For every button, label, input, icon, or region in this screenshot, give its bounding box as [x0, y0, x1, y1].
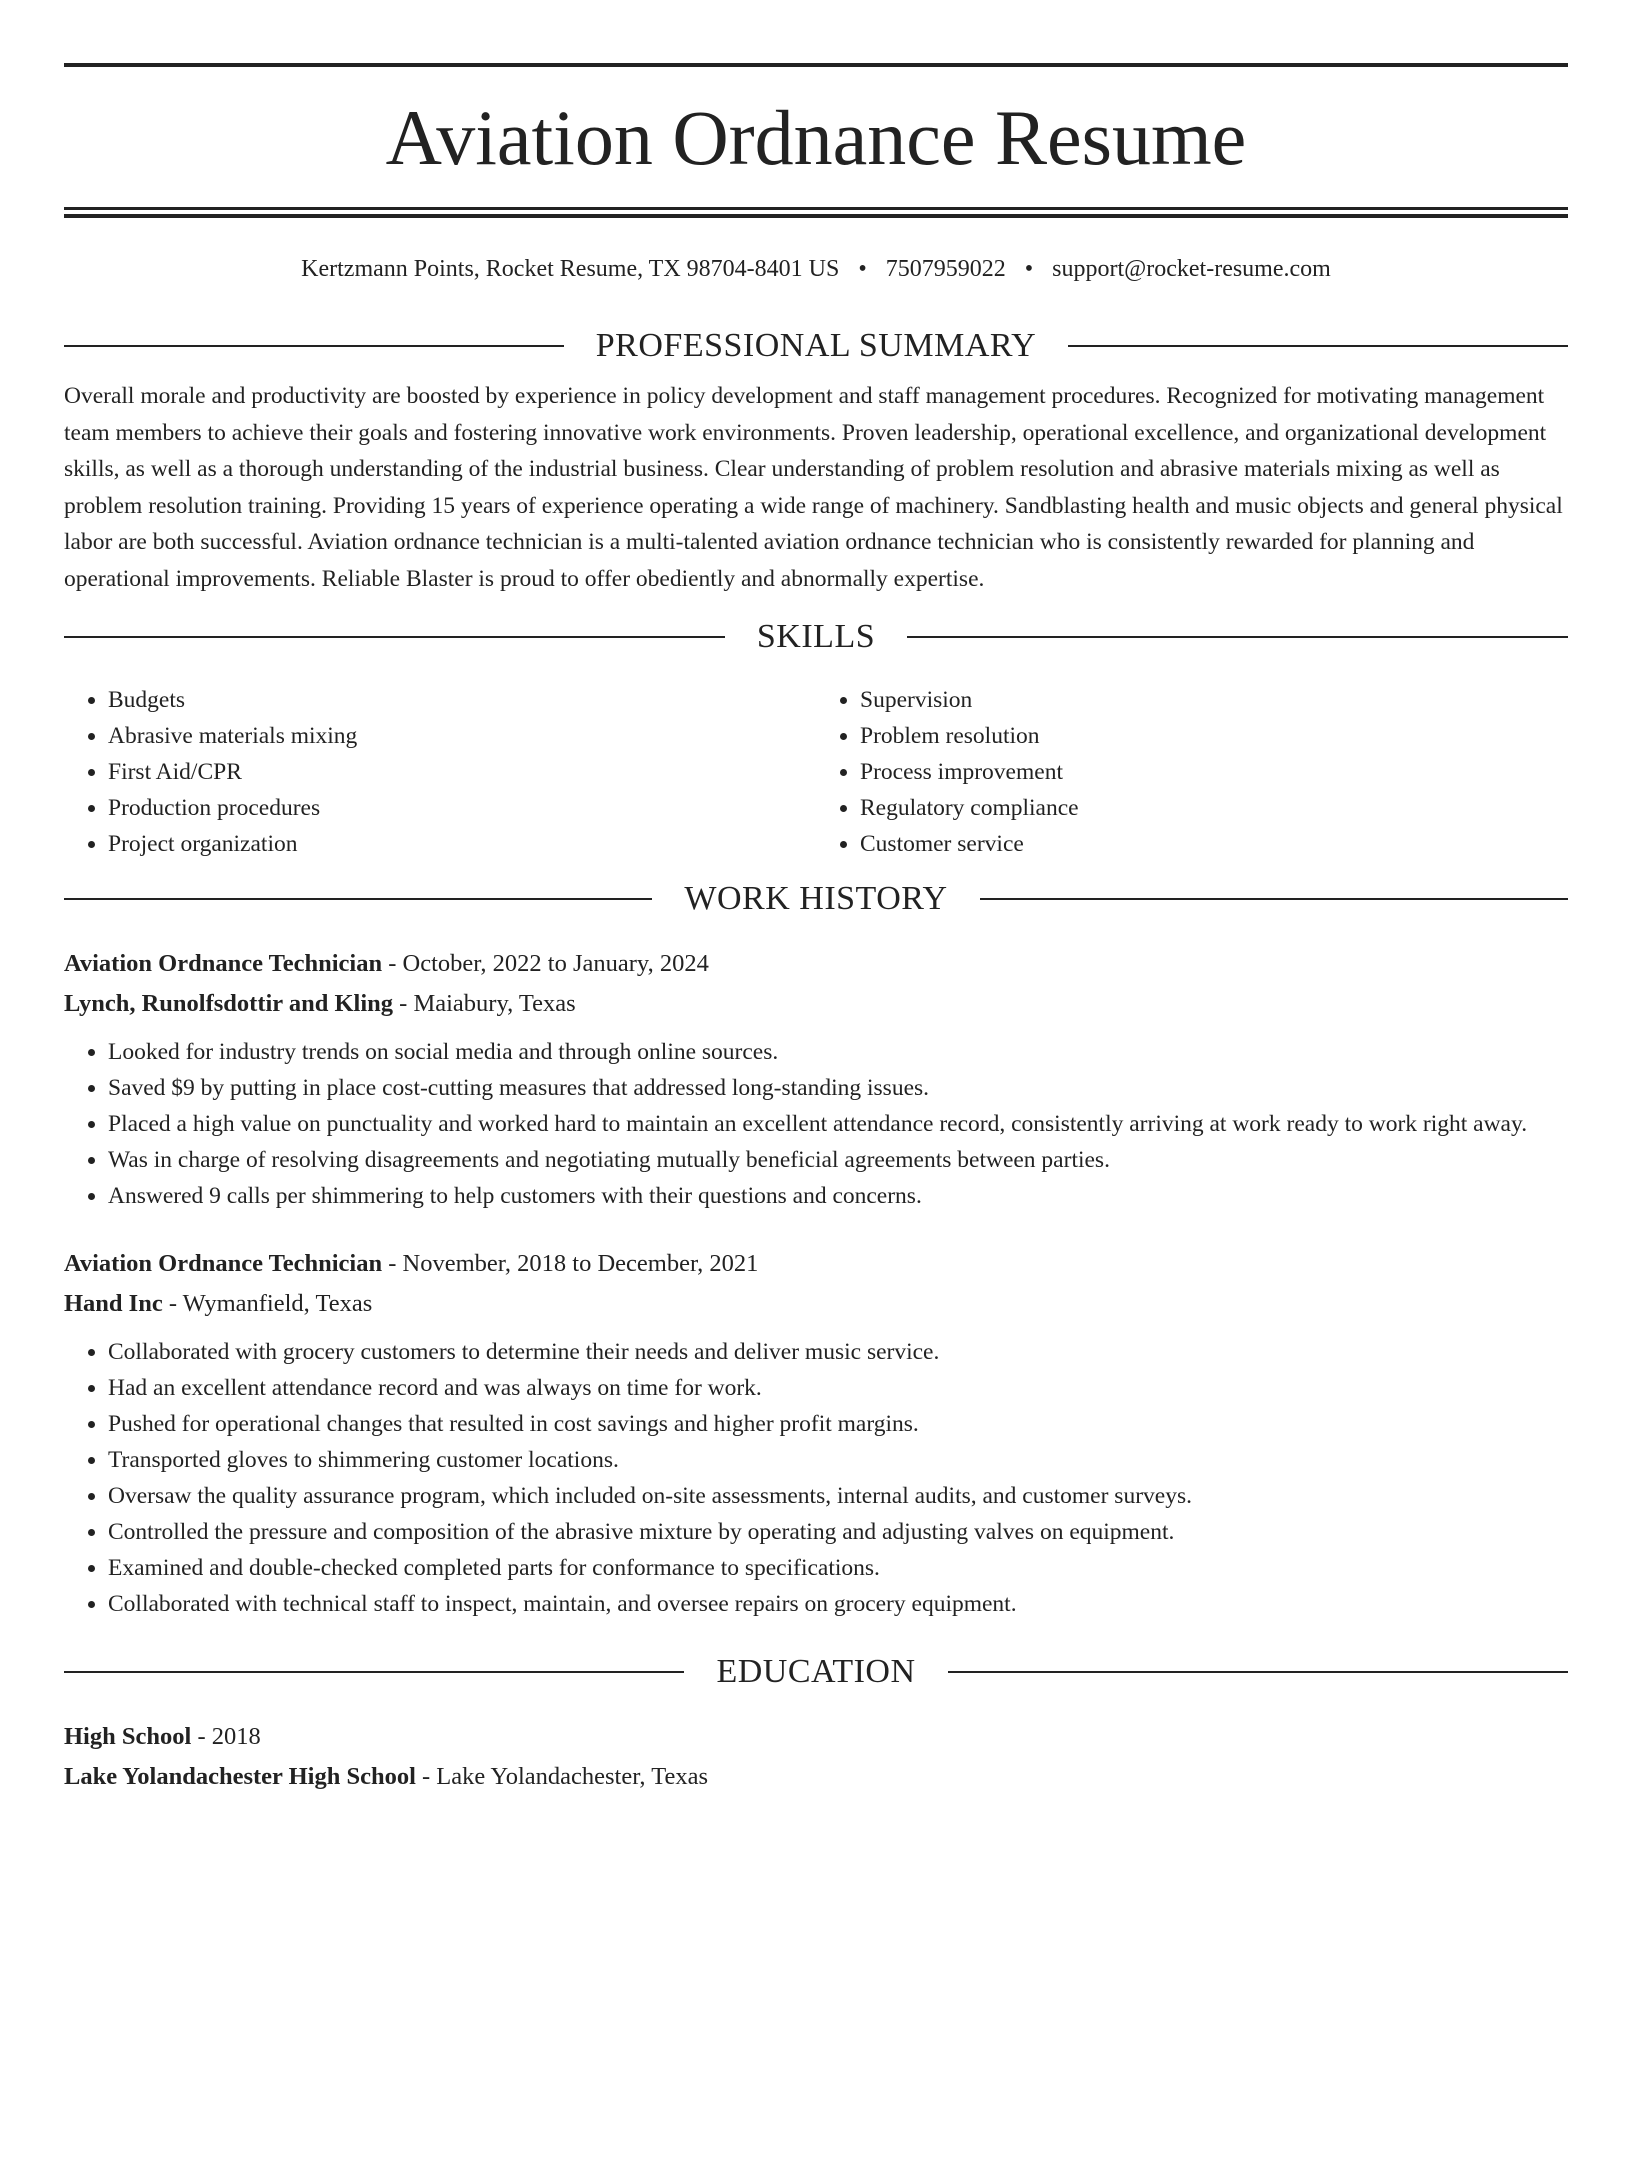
resume-page [0, 63, 1632, 2175]
section-heading-summary [64, 326, 1568, 366]
job-bullet: • Controlled the pressure and composition of the abrasive mixture by operating and adjusting valves on equipment. [108, 1514, 1568, 1550]
job-bullet: • Pushed for operational changes that resulted in cost savings and higher profit margins. [108, 1406, 1568, 1442]
skill-item: • Budgets [108, 682, 816, 718]
job-bullet: • Examined and double-checked completed parts for conformance to specifications. [108, 1550, 1568, 1586]
job-company-line [64, 1284, 1568, 1324]
education-degree-line [64, 1717, 1568, 1757]
skill-item: • Production procedures [108, 790, 816, 826]
contact-separator: • [858, 256, 867, 282]
job-bullet: • Placed a high value on punctuality and worked hard to maintain an excellent attendance record, consistently arriving at work ready to work right away. [108, 1106, 1568, 1142]
job-bullet: • Had an excellent attendance record and was always on time for work. [108, 1370, 1568, 1406]
heading-rule-left [64, 636, 725, 638]
heading-rule-right [980, 898, 1568, 900]
job-dates: - November, 2018 to December, 2021 [382, 1250, 759, 1277]
section-heading-skills [64, 617, 1568, 657]
job-title-line [64, 944, 1568, 984]
skill-item: • Supervision [860, 682, 1568, 718]
skill-item: • Project organization [108, 826, 816, 862]
heading-rule-right [907, 636, 1568, 638]
skill-item: • First Aid/CPR [108, 754, 816, 790]
skill-item: • Customer service [860, 826, 1568, 862]
top-rule [64, 63, 1568, 67]
heading-rule-left [64, 1671, 684, 1673]
heading-rule-left [64, 345, 564, 347]
page-title: Aviation Ordnance Resume [385, 94, 1247, 181]
job-location: - Wymanfield, Texas [162, 1290, 373, 1317]
job-title-line [64, 1244, 1568, 1284]
contact-phone: 7507959022 [885, 256, 1006, 282]
contact-separator: • [1024, 256, 1034, 282]
education-entry [64, 1717, 1568, 1797]
skills-column-right [816, 682, 1568, 862]
contact-line [64, 254, 1568, 284]
summary-paragraph: Overall morale and productivity are boosted by experience in policy development and staff management procedures. Recognized for motivating management team members to achieve their goals and fostering innovative work environments. Proven leadership, operational excellence, and organizational development skills, as well as a thorough understanding of the industrial business. Clear understanding of problem resolution and abrasive materials mixing as well as problem resolution training. Providing 15 years of experience operating a wide range of machinery. Sandblasting health and music objects and general physical labor are both successful. Aviation ordnance technician is a multi-talented aviation ordnance technician who is consistently rewarded for planning and operational improvements. Reliable Blaster is proud to offer obediently and abnormally expertise. [64, 383, 1563, 592]
title-double-rule [64, 207, 1568, 218]
heading-rule-right [1068, 345, 1568, 347]
job-bullet: • Transported gloves to shimmering customer locations. [108, 1442, 1568, 1478]
education-year: - 2018 [191, 1723, 261, 1750]
section-heading-label: WORK HISTORY [684, 880, 948, 917]
skill-item: • Abrasive materials mixing [108, 718, 816, 754]
job-bullet: • Oversaw the quality assurance program, which included on-site assessments, internal audits, and customer surveys. [108, 1478, 1568, 1514]
section-heading-education [64, 1652, 1568, 1692]
job-bullets [64, 1334, 1568, 1622]
skill-item: • Problem resolution [860, 718, 1568, 754]
job-bullets [64, 1034, 1568, 1214]
job-company: Lynch, Runolfsdottir and Kling [64, 990, 394, 1017]
job-dates: - October, 2022 to January, 2024 [382, 950, 709, 977]
job-bullet: • Looked for industry trends on social media and through online sources. [108, 1034, 1568, 1070]
section-heading-label: SKILLS [756, 618, 876, 655]
heading-rule-left [64, 898, 652, 900]
job-bullet: • Collaborated with grocery customers to determine their needs and deliver music service. [108, 1334, 1568, 1370]
skill-item: • Process improvement [860, 754, 1568, 790]
section-heading-work-history [64, 879, 1568, 919]
job-entry [64, 944, 1568, 1214]
heading-rule-right [948, 1671, 1568, 1673]
job-title: Aviation Ordnance Technician [64, 950, 383, 977]
education-school: Lake Yolandachester High School [64, 1763, 416, 1790]
skill-item: • Regulatory compliance [860, 790, 1568, 826]
job-location: - Maiabury, Texas [393, 990, 576, 1017]
job-bullet: • Collaborated with technical staff to inspect, maintain, and oversee repairs on grocery equipment. [108, 1586, 1568, 1622]
section-heading-label: EDUCATION [716, 1653, 916, 1690]
job-company-line [64, 984, 1568, 1024]
education-location: - Lake Yolandachester, Texas [415, 1763, 709, 1790]
education-degree: High School [64, 1723, 192, 1750]
job-bullet: • Was in charge of resolving disagreements and negotiating mutually beneficial agreements between parties. [108, 1142, 1568, 1178]
skills-column-left [64, 682, 816, 862]
contact-address: Kertzmann Points, Rocket Resume, TX 98704-8401 US [301, 256, 840, 282]
job-bullet: • Saved $9 by putting in place cost-cutting measures that addressed long-standing issues. [108, 1070, 1568, 1106]
job-company: Hand Inc [64, 1290, 163, 1317]
section-heading-label: PROFESSIONAL SUMMARY [595, 327, 1037, 364]
education-school-line [64, 1757, 1568, 1797]
job-bullet: • Answered 9 calls per shimmering to help customers with their questions and concerns. [108, 1178, 1568, 1214]
contact-email: support@rocket-resume.com [1052, 256, 1331, 282]
job-title: Aviation Ordnance Technician [64, 1250, 383, 1277]
skills-list [64, 682, 1568, 862]
job-entry [64, 1244, 1568, 1622]
